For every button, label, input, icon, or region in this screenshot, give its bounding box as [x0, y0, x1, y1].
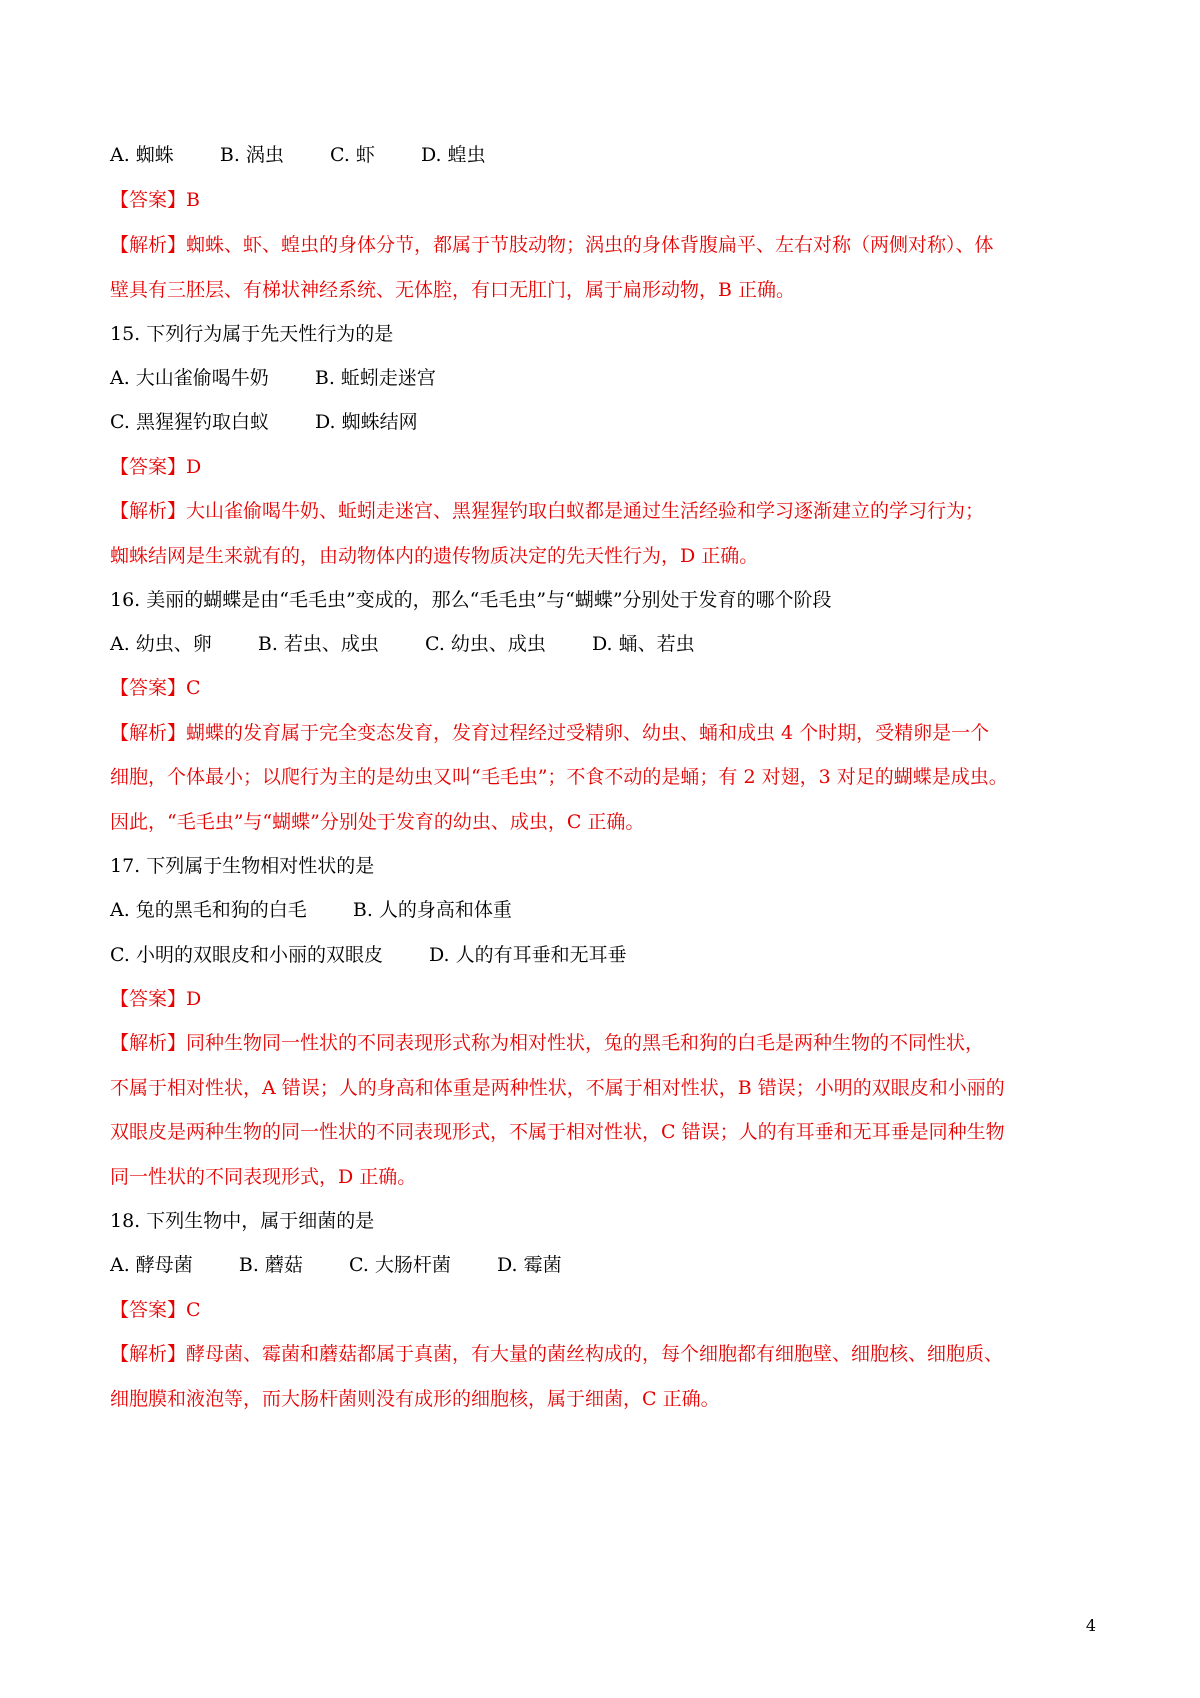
q16-answer: 【答案】C: [110, 677, 201, 699]
q15-analysis-line-1: 【解析】大山雀偷喝牛奶、蚯蚓走迷宫、黑猩猩钓取白蚁都是通过生活经验和学习逐渐建立的学习行为；: [110, 500, 985, 522]
q18-question: 18. 下列生物中，属于细菌的是: [110, 1210, 375, 1232]
q17-analysis-line-4: 同一性状的不同表现形式，D 正确。: [110, 1166, 417, 1188]
q16-option-a: A. 幼虫、卵: [110, 633, 212, 655]
q17-options-row-1: [110, 898, 1100, 922]
q14-option-b: B. 涡虫: [219, 144, 284, 166]
q16-option-c: C. 幼虫、成虫: [424, 633, 546, 655]
q15-options-row-2: [110, 410, 1100, 434]
q14-option-d: D. 蝗虫: [420, 144, 486, 166]
q17-question: 17. 下列属于生物相对性状的是: [110, 855, 375, 877]
q18-analysis-line-1: 【解析】酵母菌、霉菌和蘑菇都属于真菌，有大量的菌丝构成的，每个细胞都有细胞壁、细胞核、细胞质、: [110, 1343, 1004, 1365]
q17-options-row-2: [110, 943, 1100, 967]
q16-question: 16. 美丽的蝴蝶是由“毛毛虫”变成的，那么“毛毛虫”与“蝴蝶”分别处于发育的哪个阶段: [110, 589, 832, 611]
q18-option-b: B. 蘑菇: [238, 1254, 303, 1276]
q15-answer: 【答案】D: [110, 456, 202, 478]
q14-analysis-line-1: 【解析】蜘蛛、虾、蝗虫的身体分节，都属于节肢动物；涡虫的身体背腹扁平、左右对称（两侧对称）、体: [110, 234, 994, 256]
q17-analysis-line-3: 双眼皮是两种生物的同一性状的不同表现形式，不属于相对性状，C 错误；人的有耳垂和无耳垂是同种生物: [110, 1121, 1005, 1143]
q16-analysis-line-2: 细胞，个体最小；以爬行为主的是幼虫又叫“毛毛虫”；不食不动的是蛹；有 2 对翅，3 对足的蝴蝶是成虫。: [110, 766, 1008, 788]
q17-option-c: C. 小明的双眼皮和小丽的双眼皮: [110, 944, 383, 966]
q15-option-b: B. 蚯蚓走迷宫: [314, 367, 436, 389]
q18-option-c: C. 大肠杆菌: [348, 1254, 451, 1276]
q18-analysis-line-2: 细胞膜和液泡等，而大肠杆菌则没有成形的细胞核，属于细菌，C 正确。: [110, 1388, 720, 1410]
q17-analysis-line-2: 不属于相对性状，A 错误；人的身高和体重是两种性状，不属于相对性状，B 错误；小明的双眼皮和小丽的: [110, 1077, 1005, 1099]
q15-option-d: D. 蜘蛛结网: [315, 411, 418, 433]
q18-answer: 【答案】C: [110, 1299, 201, 1321]
q16-option-b: B. 若虫、成虫: [257, 633, 379, 655]
q15-option-c: C. 黑猩猩钓取白蚁: [110, 411, 269, 433]
q18-option-a: A. 酵母菌: [110, 1254, 193, 1276]
q15-analysis-line-2: 蜘蛛结网是生来就有的，由动物体内的遗传物质决定的先天性行为，D 正确。: [110, 545, 759, 567]
q17-option-d: D. 人的有耳垂和无耳垂: [429, 944, 627, 966]
q14-answer: 【答案】B: [110, 189, 200, 211]
q16-analysis-line-1: 【解析】蝴蝶的发育属于完全变态发育，发育过程经过受精卵、幼虫、蛹和成虫 4 个时期，受精卵是一个: [110, 722, 990, 744]
q15-question: 15. 下列行为属于先天性行为的是: [110, 323, 394, 345]
q14-analysis-line-2: 壁具有三胚层、有梯状神经系统、无体腔，有口无肛门，属于扁形动物，B 正确。: [110, 279, 796, 301]
q17-option-a: A. 兔的黑毛和狗的白毛: [110, 899, 307, 921]
page-number: 4: [1085, 1616, 1096, 1635]
q18-options: [110, 1253, 1100, 1277]
q14-option-a: A. 蜘蛛: [110, 144, 174, 166]
q16-options: [110, 632, 1100, 656]
q17-analysis-line-1: 【解析】同种生物同一性状的不同表现形式称为相对性状，兔的黑毛和狗的白毛是两种生物的不同性状，: [110, 1032, 985, 1054]
q17-answer: 【答案】D: [110, 988, 202, 1010]
q14-option-c: C. 虾: [329, 144, 375, 166]
q16-analysis-line-3: 因此，“毛毛虫”与“蝴蝶”分别处于发育的幼虫、成虫，C 正确。: [110, 811, 645, 833]
q18-option-d: D. 霉菌: [496, 1254, 562, 1276]
q16-option-d: D. 蛹、若虫: [591, 633, 695, 655]
q14-options: [110, 143, 1100, 167]
q15-option-a: A. 大山雀偷喝牛奶: [110, 367, 269, 389]
q17-option-b: B. 人的身高和体重: [352, 899, 512, 921]
q15-options-row-1: [110, 366, 1100, 390]
